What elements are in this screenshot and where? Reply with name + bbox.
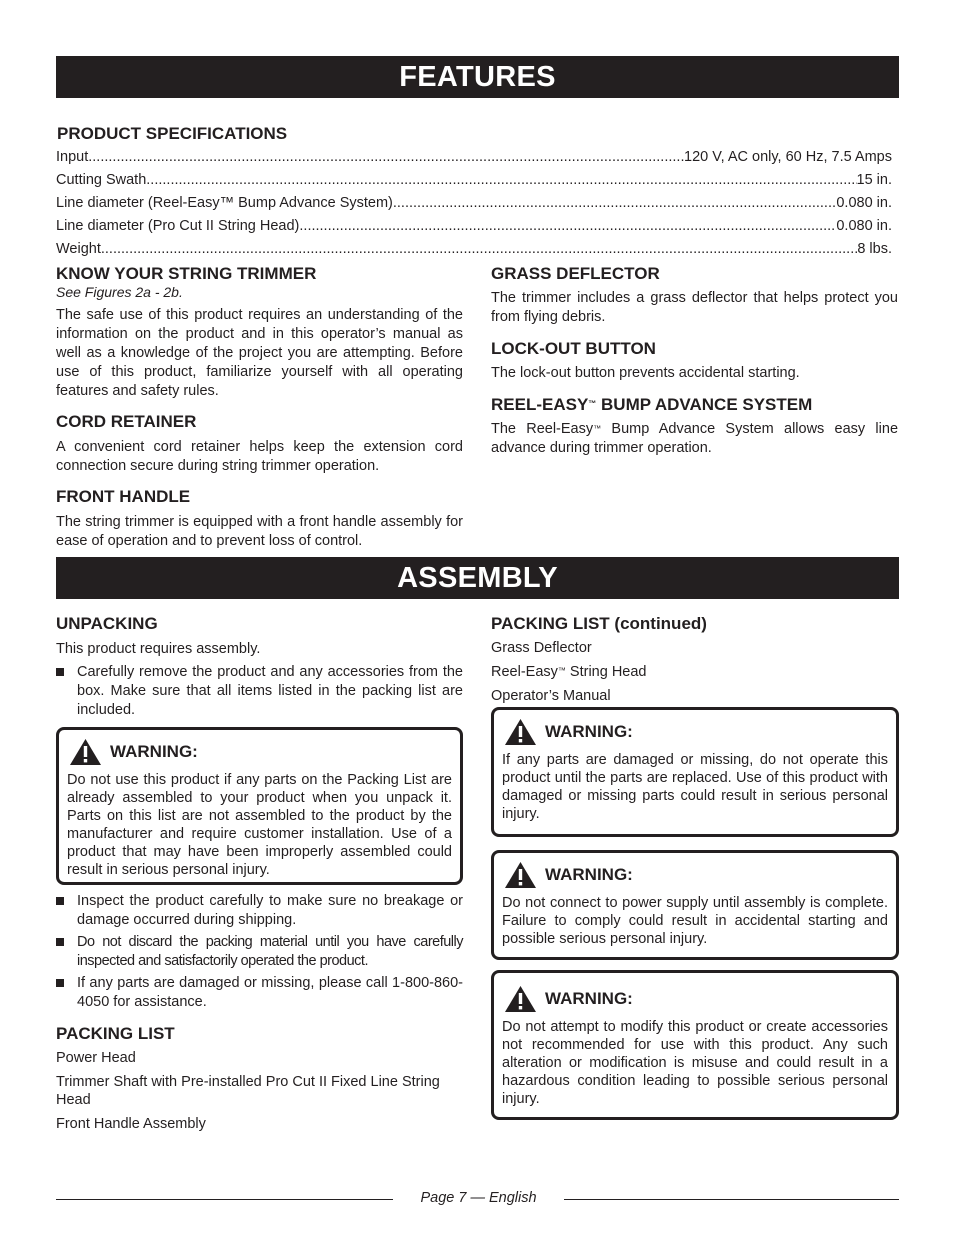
specs-title: PRODUCT SPECIFICATIONS xyxy=(57,124,288,143)
lockout-title: LOCK-OUT BUTTON xyxy=(491,339,656,358)
unpacking-title: UNPACKING xyxy=(56,614,158,633)
list-item: Carefully remove the product and any accessories from the box. Make sure that all items listed in the packing list are included. xyxy=(56,663,463,720)
spec-row: Line diameter (Reel-Easy™ Bump Advance System) ..... 0.080 in. xyxy=(56,195,892,218)
spec-row: Input ..... 120 V, AC only, 60 Hz, 7.5 Amps xyxy=(56,149,892,172)
grass-title: GRASS DEFLECTOR xyxy=(491,264,660,283)
list-item: Do not discard the packing material until you have carefully inspected and satisfactorily operated the product. xyxy=(56,933,463,971)
bullet-icon xyxy=(56,979,64,987)
list-item: If any parts are damaged or missing, please call 1-800-860-4050 for assistance. xyxy=(56,974,463,1012)
unpacking-bullets xyxy=(56,892,463,1139)
front-handle-body: The string trimmer is equipped with a front handle assembly for ease of operation and to prevent loss of control. xyxy=(56,514,463,549)
reel-title: REEL-EASY™ BUMP ADVANCE SYSTEM xyxy=(491,395,813,414)
warning-label: WARNING: xyxy=(545,989,633,1008)
know-subtitle: See Figures 2a - 2b. xyxy=(56,284,183,300)
spec-row: Line diameter (Pro Cut II String Head) ..... 0.080 in. xyxy=(56,218,892,241)
list-item: Operator’s Manual xyxy=(491,688,611,704)
cord-title: CORD RETAINER xyxy=(56,412,197,431)
features-left-column xyxy=(56,264,463,551)
packing-list-continued-title: PACKING LIST (continued) xyxy=(491,614,707,633)
warning-triangle-icon xyxy=(69,738,102,766)
assembly-banner: ASSEMBLY xyxy=(56,557,899,599)
warning-triangle-icon xyxy=(504,861,537,889)
front-handle-title: FRONT HANDLE xyxy=(56,487,191,506)
footer-rule-right xyxy=(564,1199,899,1200)
warning-box xyxy=(56,727,463,885)
bullet-icon xyxy=(56,938,64,946)
footer-rule-left xyxy=(56,1199,393,1200)
warning-triangle-icon xyxy=(504,718,537,746)
warning-label: WARNING: xyxy=(545,722,633,741)
list-item: Front Handle Assembly xyxy=(56,1116,206,1132)
unpacking-intro: This product requires assembly. xyxy=(56,641,261,657)
bullet-icon xyxy=(56,897,64,905)
warning-text: Do not attempt to modify this product or create accessories not recommended for use with this product. Any such alteration or modification is misuse and could result in a hazardous condition leading to possible serious personal injury. xyxy=(502,1019,888,1107)
features-banner: FEATURES xyxy=(56,56,899,98)
know-title: KNOW YOUR STRING TRIMMER xyxy=(56,264,317,283)
reel-body: The Reel-Easy™ Bump Advance System allows easy line advance during trimmer operation. xyxy=(491,421,899,456)
packing-list-title: PACKING LIST xyxy=(56,1024,175,1043)
warning-text: Do not connect to power supply until assembly is complete. Failure to comply could result in accidental starting and possible serious personal injury. xyxy=(502,895,888,947)
list-item: Trimmer Shaft with Pre-installed Pro Cut II Fixed Line String Head xyxy=(56,1074,440,1108)
unpacking-section xyxy=(56,614,463,720)
packing-list-continued xyxy=(491,614,898,711)
warning-box xyxy=(491,970,899,1120)
list-item: Power Head xyxy=(56,1050,136,1066)
warning-label: WARNING: xyxy=(545,865,633,884)
page-number: Page 7 — English xyxy=(420,1190,537,1206)
bullet-icon xyxy=(56,668,64,676)
list-item: Reel-Easy™ String Head xyxy=(491,664,647,680)
grass-body: The trimmer includes a grass deflector that helps protect you from flying debris. xyxy=(491,290,898,325)
list-item: Grass Deflector xyxy=(491,640,592,656)
warning-text: Do not use this product if any parts on the Packing List are already assembled to your product when you unpack it. Parts on this list are not assembled to the product by the manufacturer and require customer installation. Use of a product that may have been improperly assembled could result in serious personal injury. xyxy=(67,772,452,878)
know-body: The safe use of this product requires an understanding of the information on the product and in this operator’s manual as well as a knowledge of the project you are attempting. Before use of this product, familiarize yourself with all operating features and safety rules. xyxy=(56,307,463,399)
warning-label: WARNING: xyxy=(110,742,198,761)
features-right-column xyxy=(491,264,898,458)
page-footer xyxy=(56,1186,899,1210)
list-item: Inspect the product carefully to make sure no breakage or damage occurred during shipping. xyxy=(56,892,463,930)
cord-body: A convenient cord retainer helps keep the extension cord connection secure during string trimmer operation. xyxy=(56,439,463,474)
spec-row: Weight ..... 8 lbs. xyxy=(56,241,892,264)
warning-box xyxy=(491,707,899,837)
warning-text: If any parts are damaged or missing, do not operate this product until the parts are replaced. Use of this product with damaged or missing parts could result in serious personal injury. xyxy=(502,752,888,822)
lockout-body: The lock-out button prevents accidental starting. xyxy=(491,365,800,381)
spec-row: Cutting Swath ..... 15 in. xyxy=(56,172,892,195)
warning-box xyxy=(491,850,899,960)
product-specifications xyxy=(56,124,892,264)
warning-triangle-icon xyxy=(504,985,537,1013)
